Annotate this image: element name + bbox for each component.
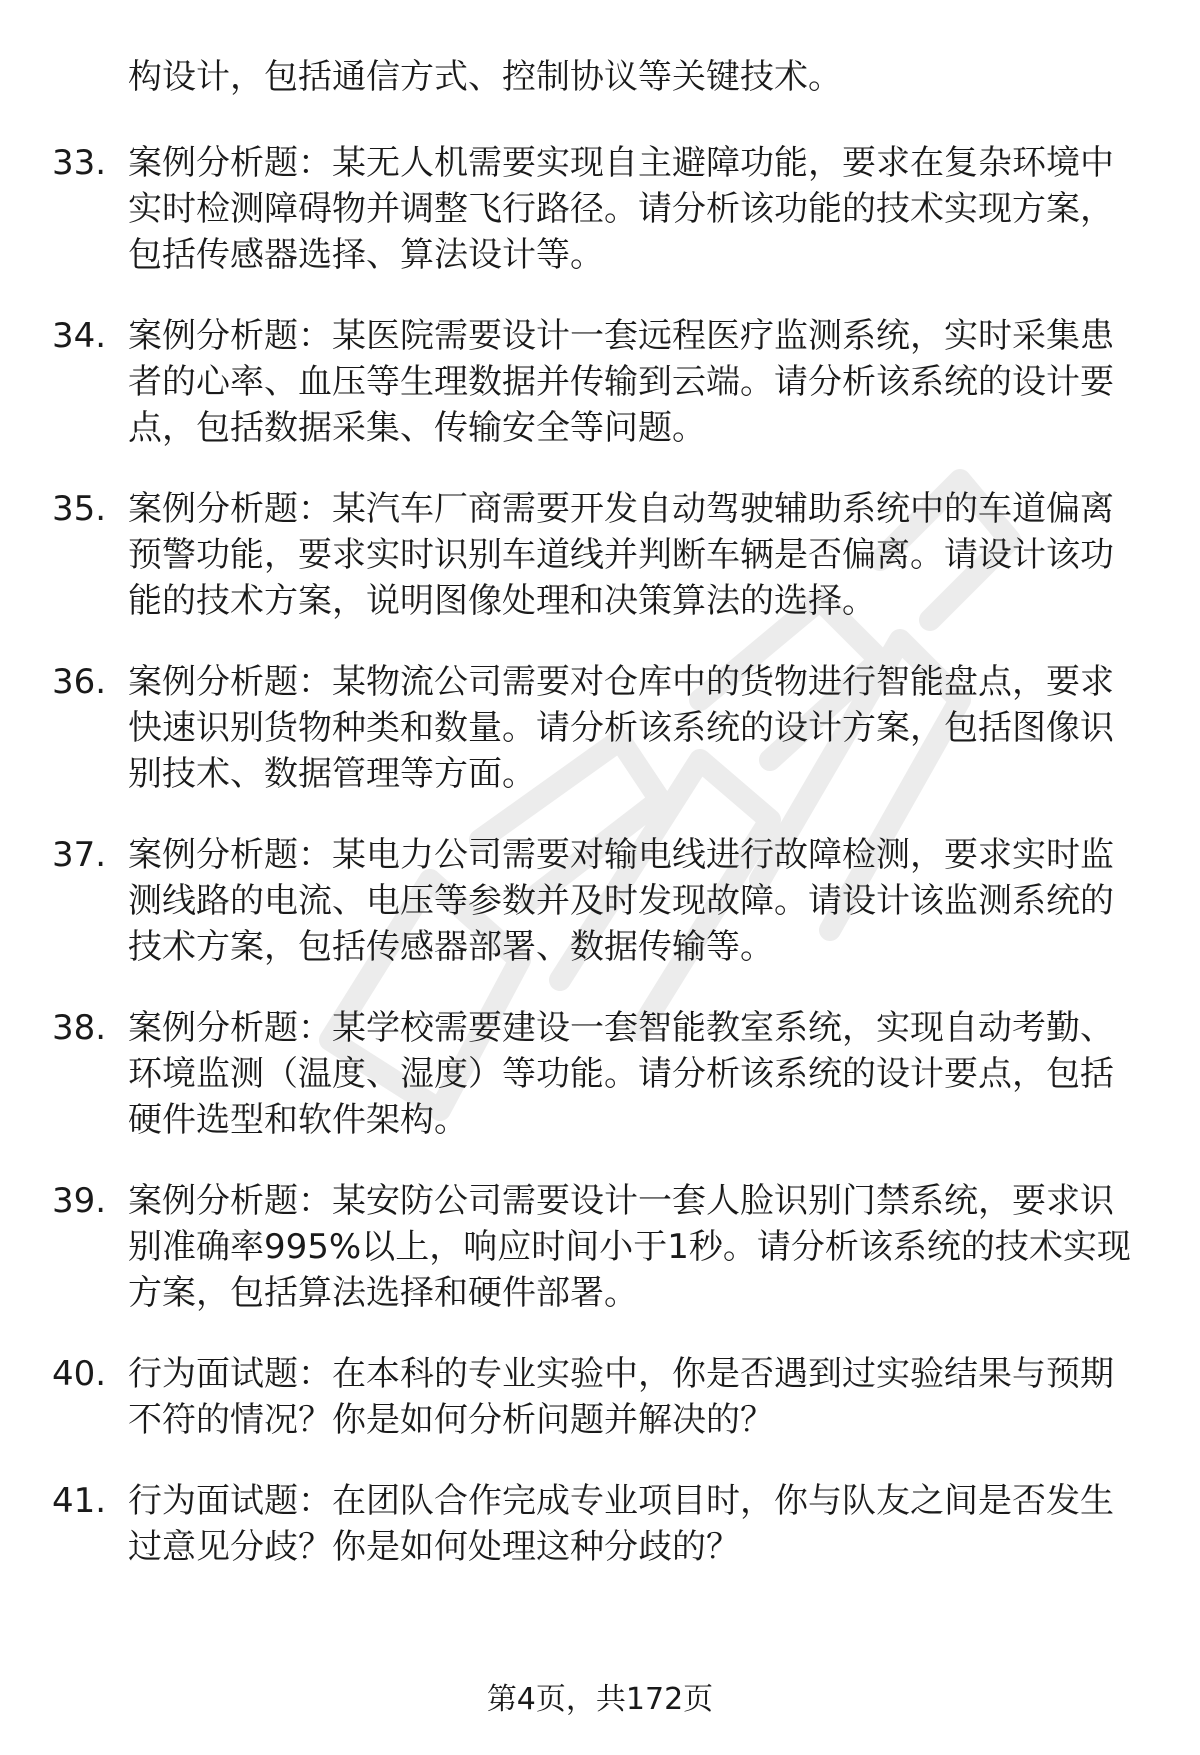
- list-item: [0, 1478, 1200, 1570]
- question-text: 案例分析题：某物流公司需要对仓库中的货物进行智能盘点，要求快速识别货物种类和数量。请分析该系统的设计方案，包括图像识别技术、数据管理等方面。: [128, 662, 1114, 794]
- list-item: [0, 832, 1200, 970]
- question-number: 33.: [52, 143, 107, 183]
- question-text: 案例分析题：某无人机需要实现自主避障功能，要求在复杂环境中实时检测障碍物并调整飞行路径。请分析该功能的技术实现方案，包括传感器选择、算法设计等。: [128, 143, 1114, 275]
- page-footer: 第4页，共172页: [486, 1682, 714, 1717]
- question-number: 39.: [52, 1181, 107, 1221]
- question-text: 案例分析题：某学校需要建设一套智能教室系统，实现自动考勤、环境监测（温度、湿度）等功能。请分析该系统的设计要点，包括硬件选型和软件架构。: [128, 1008, 1114, 1140]
- question-number: 34.: [52, 316, 107, 356]
- question-text: 案例分析题：某汽车厂商需要开发自动驾驶辅助系统中的车道偏离预警功能，要求实时识别车道线并判断车辆是否偏离。请设计该功能的技术方案，说明图像处理和决策算法的选择。: [128, 489, 1114, 621]
- list-item: [0, 1351, 1200, 1443]
- question-text: 行为面试题：在团队合作完成专业项目时，你与队友之间是否发生过意见分歧？你是如何处理这种分歧的？: [128, 1481, 1114, 1567]
- question-number: 40.: [52, 1354, 107, 1394]
- question-text: 行为面试题：在本科的专业实验中，你是否遇到过实验结果与预期不符的情况？你是如何分析问题并解决的？: [128, 1354, 1114, 1440]
- question-number: 37.: [52, 835, 107, 875]
- question-text: 案例分析题：某医院需要设计一套远程医疗监测系统，实时采集患者的心率、血压等生理数据并传输到云端。请分析该系统的设计要点，包括数据采集、传输安全等问题。: [128, 316, 1114, 448]
- question-text: 案例分析题：某安防公司需要设计一套人脸识别门禁系统，要求识别准确率995%以上，响应时间小于1秒。请分析该系统的技术实现方案，包括算法选择和硬件部署。: [128, 1181, 1131, 1313]
- question-number: 35.: [52, 489, 107, 529]
- list-item: [0, 486, 1200, 624]
- question-number: 41.: [52, 1481, 107, 1521]
- list-item: [0, 1005, 1200, 1143]
- list-item: [0, 1178, 1200, 1316]
- question-text: 案例分析题：某电力公司需要对输电线进行故障检测，要求实时监测线路的电流、电压等参数并及时发现故障。请设计该监测系统的技术方案，包括传感器部署、数据传输等。: [128, 835, 1114, 967]
- list-item: [0, 659, 1200, 797]
- question-number: 36.: [52, 662, 107, 702]
- continuation-paragraph: 构设计，包括通信方式、控制协议等关键技术。: [128, 57, 842, 97]
- question-number: 38.: [52, 1008, 107, 1048]
- list-item: [0, 140, 1200, 278]
- list-item: [0, 313, 1200, 451]
- question-list: [0, 140, 1200, 1605]
